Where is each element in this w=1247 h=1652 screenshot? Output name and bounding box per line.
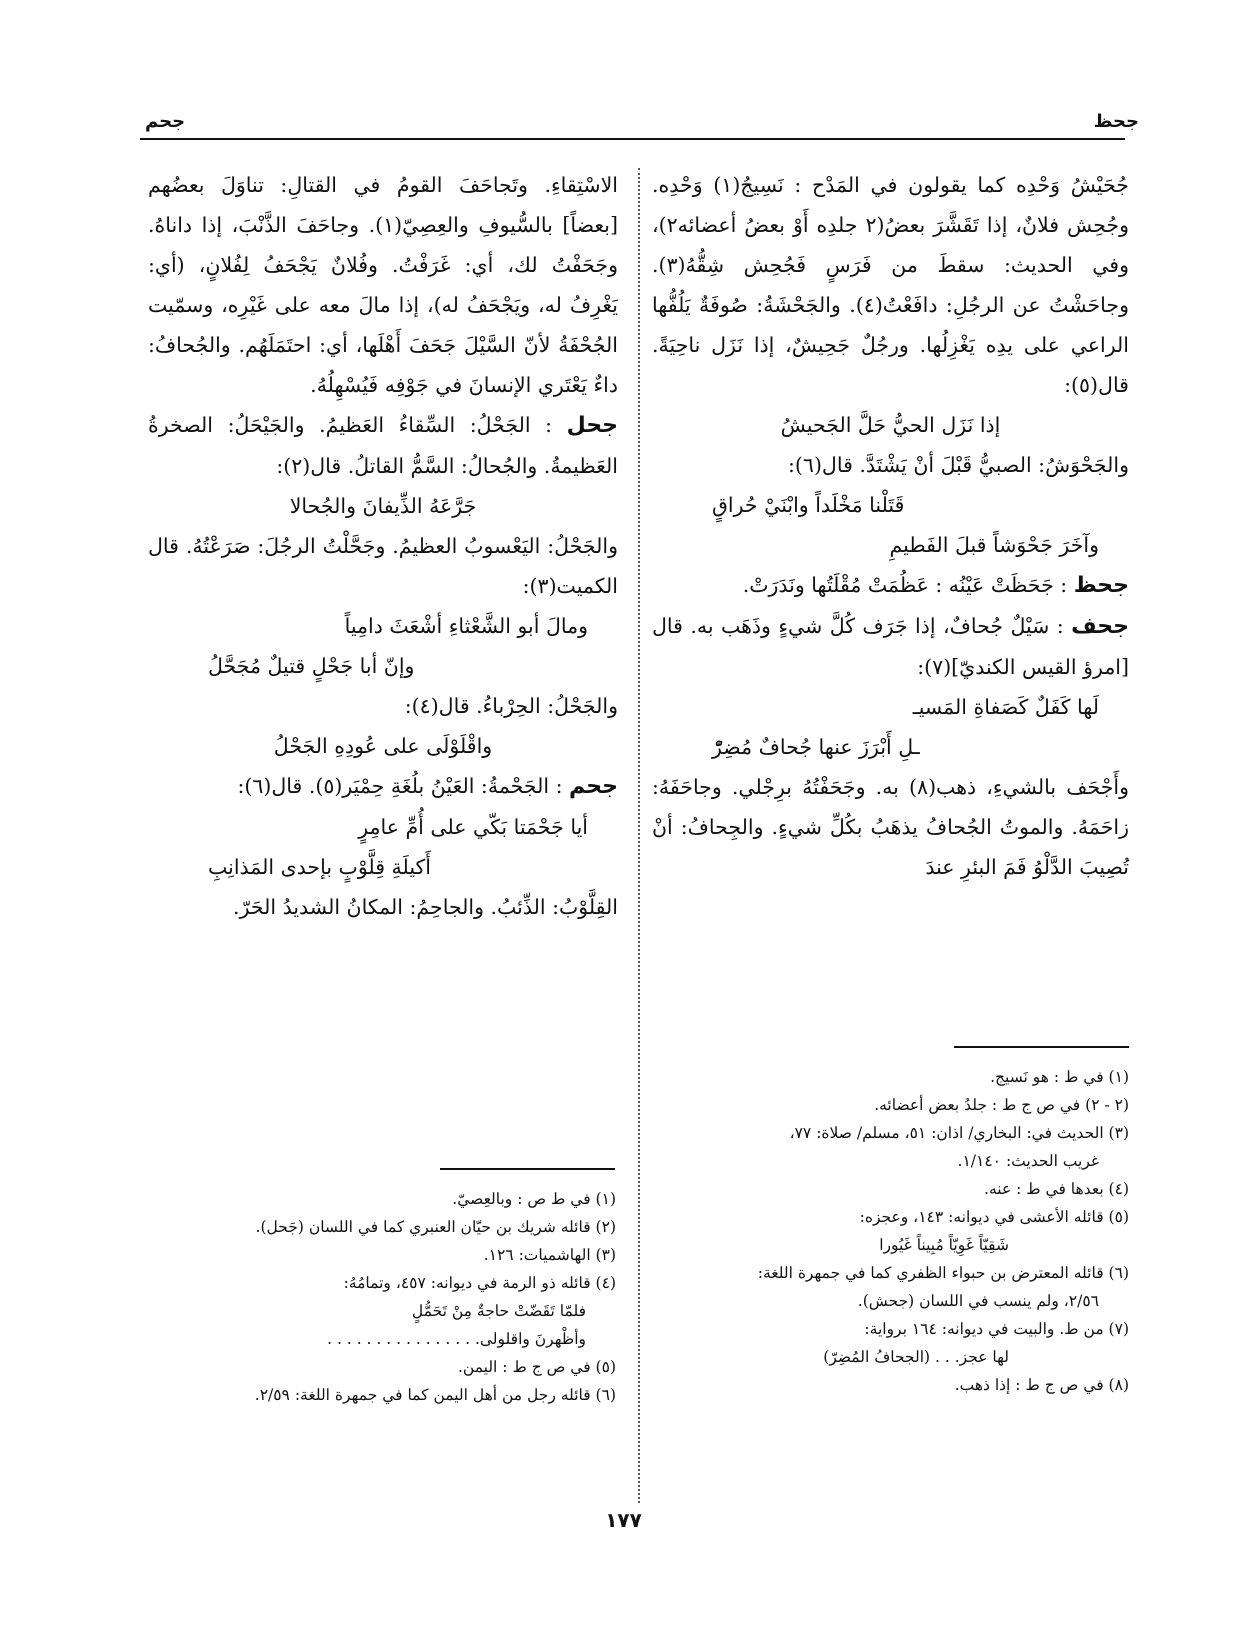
entry-jahafa [652,606,1129,687]
footnote-verse: وأظْهرنَ واقلولى. . . . . . . . . . . . . . . . [327,1330,586,1348]
entry-jahaza [652,565,1129,606]
verse-line: إذا نَزَل الحيُّ حَلَّ الجَحيشُ [780,413,1001,437]
footnote: (٣) الحديث في: البخاري/ اذان: ٥١، مسلم/ صلاة: ٧٧، [789,1124,1129,1142]
running-head-left: جحم [145,111,186,132]
entry-text: الاسْتِقاءِ. وتَجاحَفَ القومُ في القتالِ: تناوَلَ بعضُهم [بعضاً] بالسُّيوفِ والعِصِيّ(١). وجاحَفَ الذَّنْبَ، إذا داناهُ. وجَحَفْتُ لك، أي: غَرَفْتُ. وفُلانٌ يَجْحَفُ لِفُلانٍ، (أي: يَغْرِفُ له، ويَجْحَفُ له)، إذا مالَ معه على غَيْرِه، وسمّيت الجُحْفَةُ لأنّ السَّيْلَ جَحَفَ أَهْلَها، أي: احتَمَلَهُم. والجُحافُ: داءٌ يَعْتَري الإنسانَ في جَوْفِه فَيُسْهِلُهُ. [148,173,618,397]
verse-line: جَرَّعَهُ الذِّيفانَ والجُحالا [289,494,477,518]
verse-line: ـلِ أَبْرَزَ عنها جُحافٌ مُضِرّْ [712,735,920,759]
footnote: (٥) في ص ج ط : اليمن. [457,1358,616,1376]
entry-jahama [148,766,618,807]
headword: جحم [569,774,618,799]
footnote: (٨) في ص ج ط : إذا ذهب. [954,1376,1129,1394]
footnote-verse: فلمّا تَقَضّتْ حاجةٌ مِنْ تَحَمُّلٍ [411,1302,586,1320]
footnotes-left [148,1185,616,1409]
verse-line: قَتَلْنا مَخْلَداً وابْنَيْ حُراقٍ [712,493,905,517]
entry-text: وأَجْحَف بالشيءِ، ذهب(٨) به. وجَحَفْتُهُ برِجْلي. وجاحَفَهُ: زاحَمَهُ. والموتُ الجُحافُ يذهَبُ بكُلِّ شيءٍ. والجِحافُ: أنْ تُصِيبَ الدَّلْوُ فَمَ البئرِ عندَ [652,775,1129,879]
footnote: (١) في ط : هو نَسيج. [990,1068,1129,1086]
footnote-rule [440,1168,615,1170]
entry-text: والجَحْلُ: الحِرْباءُ. قال(٤): [404,694,618,718]
footnote: (٦) قائله المعترض بن حبواء الظفري كما في جمهرة اللغة: [757,1264,1129,1282]
footnote: (٣) الهاشميات: ١٢٦. [483,1246,616,1264]
entry-jahala [148,405,618,486]
entry-text: القِلَّوْبُ: الذِّئبُ. والجاحِمُ: المكانُ الشديدُ الحَرّ. [233,895,618,919]
footnote: (١) في ط ص : وبالعِصيّ. [452,1190,616,1208]
footnote-verse: لها عجز. . . (الجحافُ المُضِرّ) [823,1348,1009,1366]
headword: جحظ [1073,573,1129,598]
verse-line: أيا جَحْمَتا بَكّي على أُمِّ عامِرٍ [358,815,588,839]
page-number: ١٧٧ [605,1508,642,1532]
headword: جحف [1071,614,1129,639]
footnote: (٢ - ٢) في ص ج ط : جلدُ بعض أعضائه. [874,1096,1129,1114]
footnote: (٢) قائله شريك بن حيّان العنبري كما في اللسان (جَحل). [255,1218,616,1236]
verse-line: وإنّ أبا جَحْلٍ قتيلٌ مُجَحَّلُ [208,654,415,678]
entry-text: : الجَحْمةُ: العَيْنُ بلُغَةِ حِمْيَر(٥). قال(٦): [237,774,570,798]
footnote: (٥) قائله الأعشى في ديوانه: ١٤٣، وعجزه: [859,1208,1129,1226]
entry-text: والجَحْوَشُ: الصبيُّ قَبْلَ أنْ يَشْتَدَّ. قال(٦): [788,453,1129,477]
footnote: (٦) قائله رجل من أهل اليمن كما في جمهرة اللغة: ٢/٥٩. [254,1386,616,1404]
header-rule [140,138,1125,140]
footnote-continuation: ٢/٥٦، ولم ينسب في اللسان (جحش). [857,1292,1099,1310]
footnote: (٧) من ط. والبيت في ديوانه: ١٦٤ برواية: [864,1320,1129,1338]
right-column [652,165,1129,887]
verse-line: ومالَ أبو الشَّعْثاءِ أشْعَثَ دامِياً [344,614,588,638]
entry-text: : سَيْلٌ جُحافٌ، إذا جَرَف كُلَّ شيءٍ وذَهَب به. قال [امرؤ القيس الكنديّ](٧): [652,614,1129,679]
verse-line: واقْلَوْلَى على عُودِهِ الجَحْلُ [273,734,493,758]
column-divider [638,168,640,1503]
headword: جحل [566,413,618,438]
running-head-right: جحظ [1093,111,1139,132]
footnote-rule [954,1046,1129,1048]
footnotes-right [649,1063,1129,1399]
verse-line: أَكيلَةِ قِلَّوْبٍ بإحدى المَذانِبِ [208,855,431,879]
entry-text: والجَحْلُ: اليَعْسوبُ العظيمُ. وجَحَّلْتُ الرجُلَ: صَرَعْتُهُ. قال الكميت(٣): [148,534,618,598]
footnote: (٤) بعدها في ط : عنه. [984,1180,1129,1198]
footnote: (٤) قائله ذو الرمة في ديوانه: ٤٥٧، وتمامُهُ: [343,1274,616,1292]
left-column [148,165,618,927]
verse-line: وآخَرَ جَحْوَشاً قبلَ الفَطيمِ [889,533,1099,557]
entry-text: : جَحَظَتْ عَيْنُه : عَظُمَتْ مُقْلَتُها ونَدَرَتْ. [742,573,1074,597]
footnote-verse: شَقِيّاً غَوِيّاً مُبِيناً غَيُورا [879,1236,1009,1254]
verse-line: لَها كَفَلٌ كَصَفاةِ المَسيـ [912,695,1099,719]
entry-text: : الجَحْلُ: السِّقاءُ العَظيمُ. والجَيْحَلُ: الصخرةُ العَظيمةُ. والجُحالُ: السَّمُّ القاتلُ. قال(٢): [148,413,618,478]
entry-jahasha-text: جُحَيْشُ وَحْدِه كما يقولون في المَدْح : نَسِيجُ(١) وَحْدِه. وجُحِش فلانٌ، إذا تَقَشَّرَ بعضُ(٢ جلدِه أَوْ بعضُ أعضائه٢)، وفي الحديث: سقطَ من فَرَسٍ فَجُحِش شِقُّهُ(٣). وجاحَشْتُ عن الرجُلِ: دافَعْتُ(٤). والجَحْشَةُ: صُوفَةٌ يَلُفُّها الراعي على يدِه يَغْزِلُها. ورجُلٌ جَحِيشٌ، إذا نَزَل ناحِيَةً. قال(٥): [652,173,1129,397]
footnote-continuation: غريب الحديث: ١/١٤٠. [957,1152,1099,1170]
